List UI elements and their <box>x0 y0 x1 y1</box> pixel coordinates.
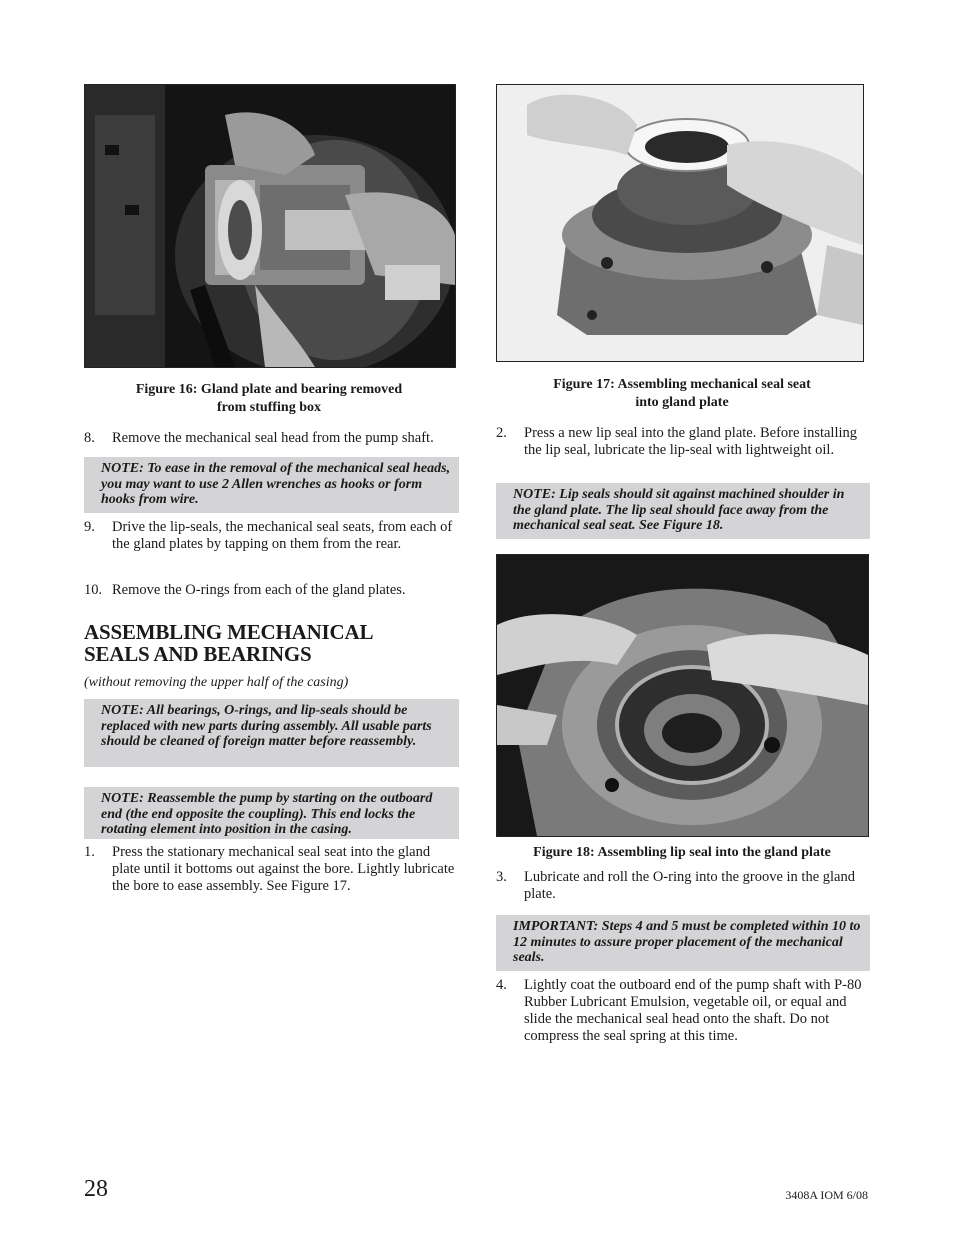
figure-17-photo <box>496 84 864 362</box>
step-text: Lubricate and roll the O-ring into the groove in the gland plate. <box>524 869 855 902</box>
step-number: 4. <box>496 977 507 993</box>
step-number: 1. <box>84 844 95 860</box>
figure-16-photo <box>84 84 456 368</box>
page-number: 28 <box>84 1176 108 1202</box>
note-important-timing: IMPORTANT: Steps 4 and 5 must be completed within 10 to 12 minutes to assure proper placement of the mechanical seals. <box>496 915 870 971</box>
step-text: Press a new lip seal into the gland plate. Before installing the lip seal, lubricate the lip-seal with lightweight oil. <box>524 425 858 458</box>
step-text: Lightly coat the outboard end of the pump shaft with P-80 Rubber Lubricant Emulsion, vegetable oil, or equal and slide the mechanical seal head onto the shaft. Do not compress the seal spring at this time. <box>524 977 862 1044</box>
step-number: 2. <box>496 425 507 441</box>
step-text: Remove the O-rings from each of the gland plates. <box>112 582 406 598</box>
figure-17-caption-line1: Figure 17: Assembling mechanical seal seat <box>553 377 811 392</box>
step-text: Remove the mechanical seal head from the pump shaft. <box>112 430 434 446</box>
note-allen-wrenches: NOTE: To ease in the removal of the mechanical seal heads, you may want to use 2 Allen wrenches as hooks or form hooks from wire. <box>84 457 459 513</box>
step-text: Press the stationary mechanical seal seat into the gland plate until it bottoms out against the bore. Lightly lubricate the bore to ease assembly. See Figure 17. <box>112 844 455 894</box>
section-heading-line1: ASSEMBLING MECHANICAL <box>84 620 374 644</box>
section-heading-line2: SEALS AND BEARINGS <box>84 642 312 666</box>
figure-16-caption-line2: from stuffing box <box>217 400 321 415</box>
note-lip-seal-orientation: NOTE: Lip seals should sit against machined shoulder in the gland plate. The lip seal should face away from the mechanical seal seat. See Figure 18. <box>496 483 870 539</box>
document-id: 3408A IOM 6/08 <box>785 1188 868 1202</box>
step-text: Drive the lip-seals, the mechanical seal seats, from each of the gland plates by tapping on them from the rear. <box>112 519 453 552</box>
step-number: 10. <box>84 582 103 598</box>
figure-16-caption <box>84 381 454 417</box>
step-number: 9. <box>84 519 95 535</box>
figure-17-caption-line2: into gland plate <box>635 395 729 410</box>
step-number: 3. <box>496 869 507 885</box>
section-heading <box>84 621 459 665</box>
section-subheading: (without removing the upper half of the casing) <box>84 675 349 690</box>
step-number: 8. <box>84 430 95 446</box>
note-reassemble-outboard: NOTE: Reassemble the pump by starting on the outboard end (the end opposite the coupling). This end locks the rotating element into position in the casing. <box>84 787 459 839</box>
figure-18-caption: Figure 18: Assembling lip seal into the gland plate <box>533 845 831 860</box>
figure-17-caption <box>496 376 868 412</box>
figure-16-caption-line1: Figure 16: Gland plate and bearing removed <box>135 382 403 397</box>
note-replace-parts: NOTE: All bearings, O-rings, and lip-seals should be replaced with new parts during assembly. All usable parts should be cleaned of foreign matter before reassembly. <box>84 699 459 767</box>
figure-18-photo <box>496 554 869 837</box>
